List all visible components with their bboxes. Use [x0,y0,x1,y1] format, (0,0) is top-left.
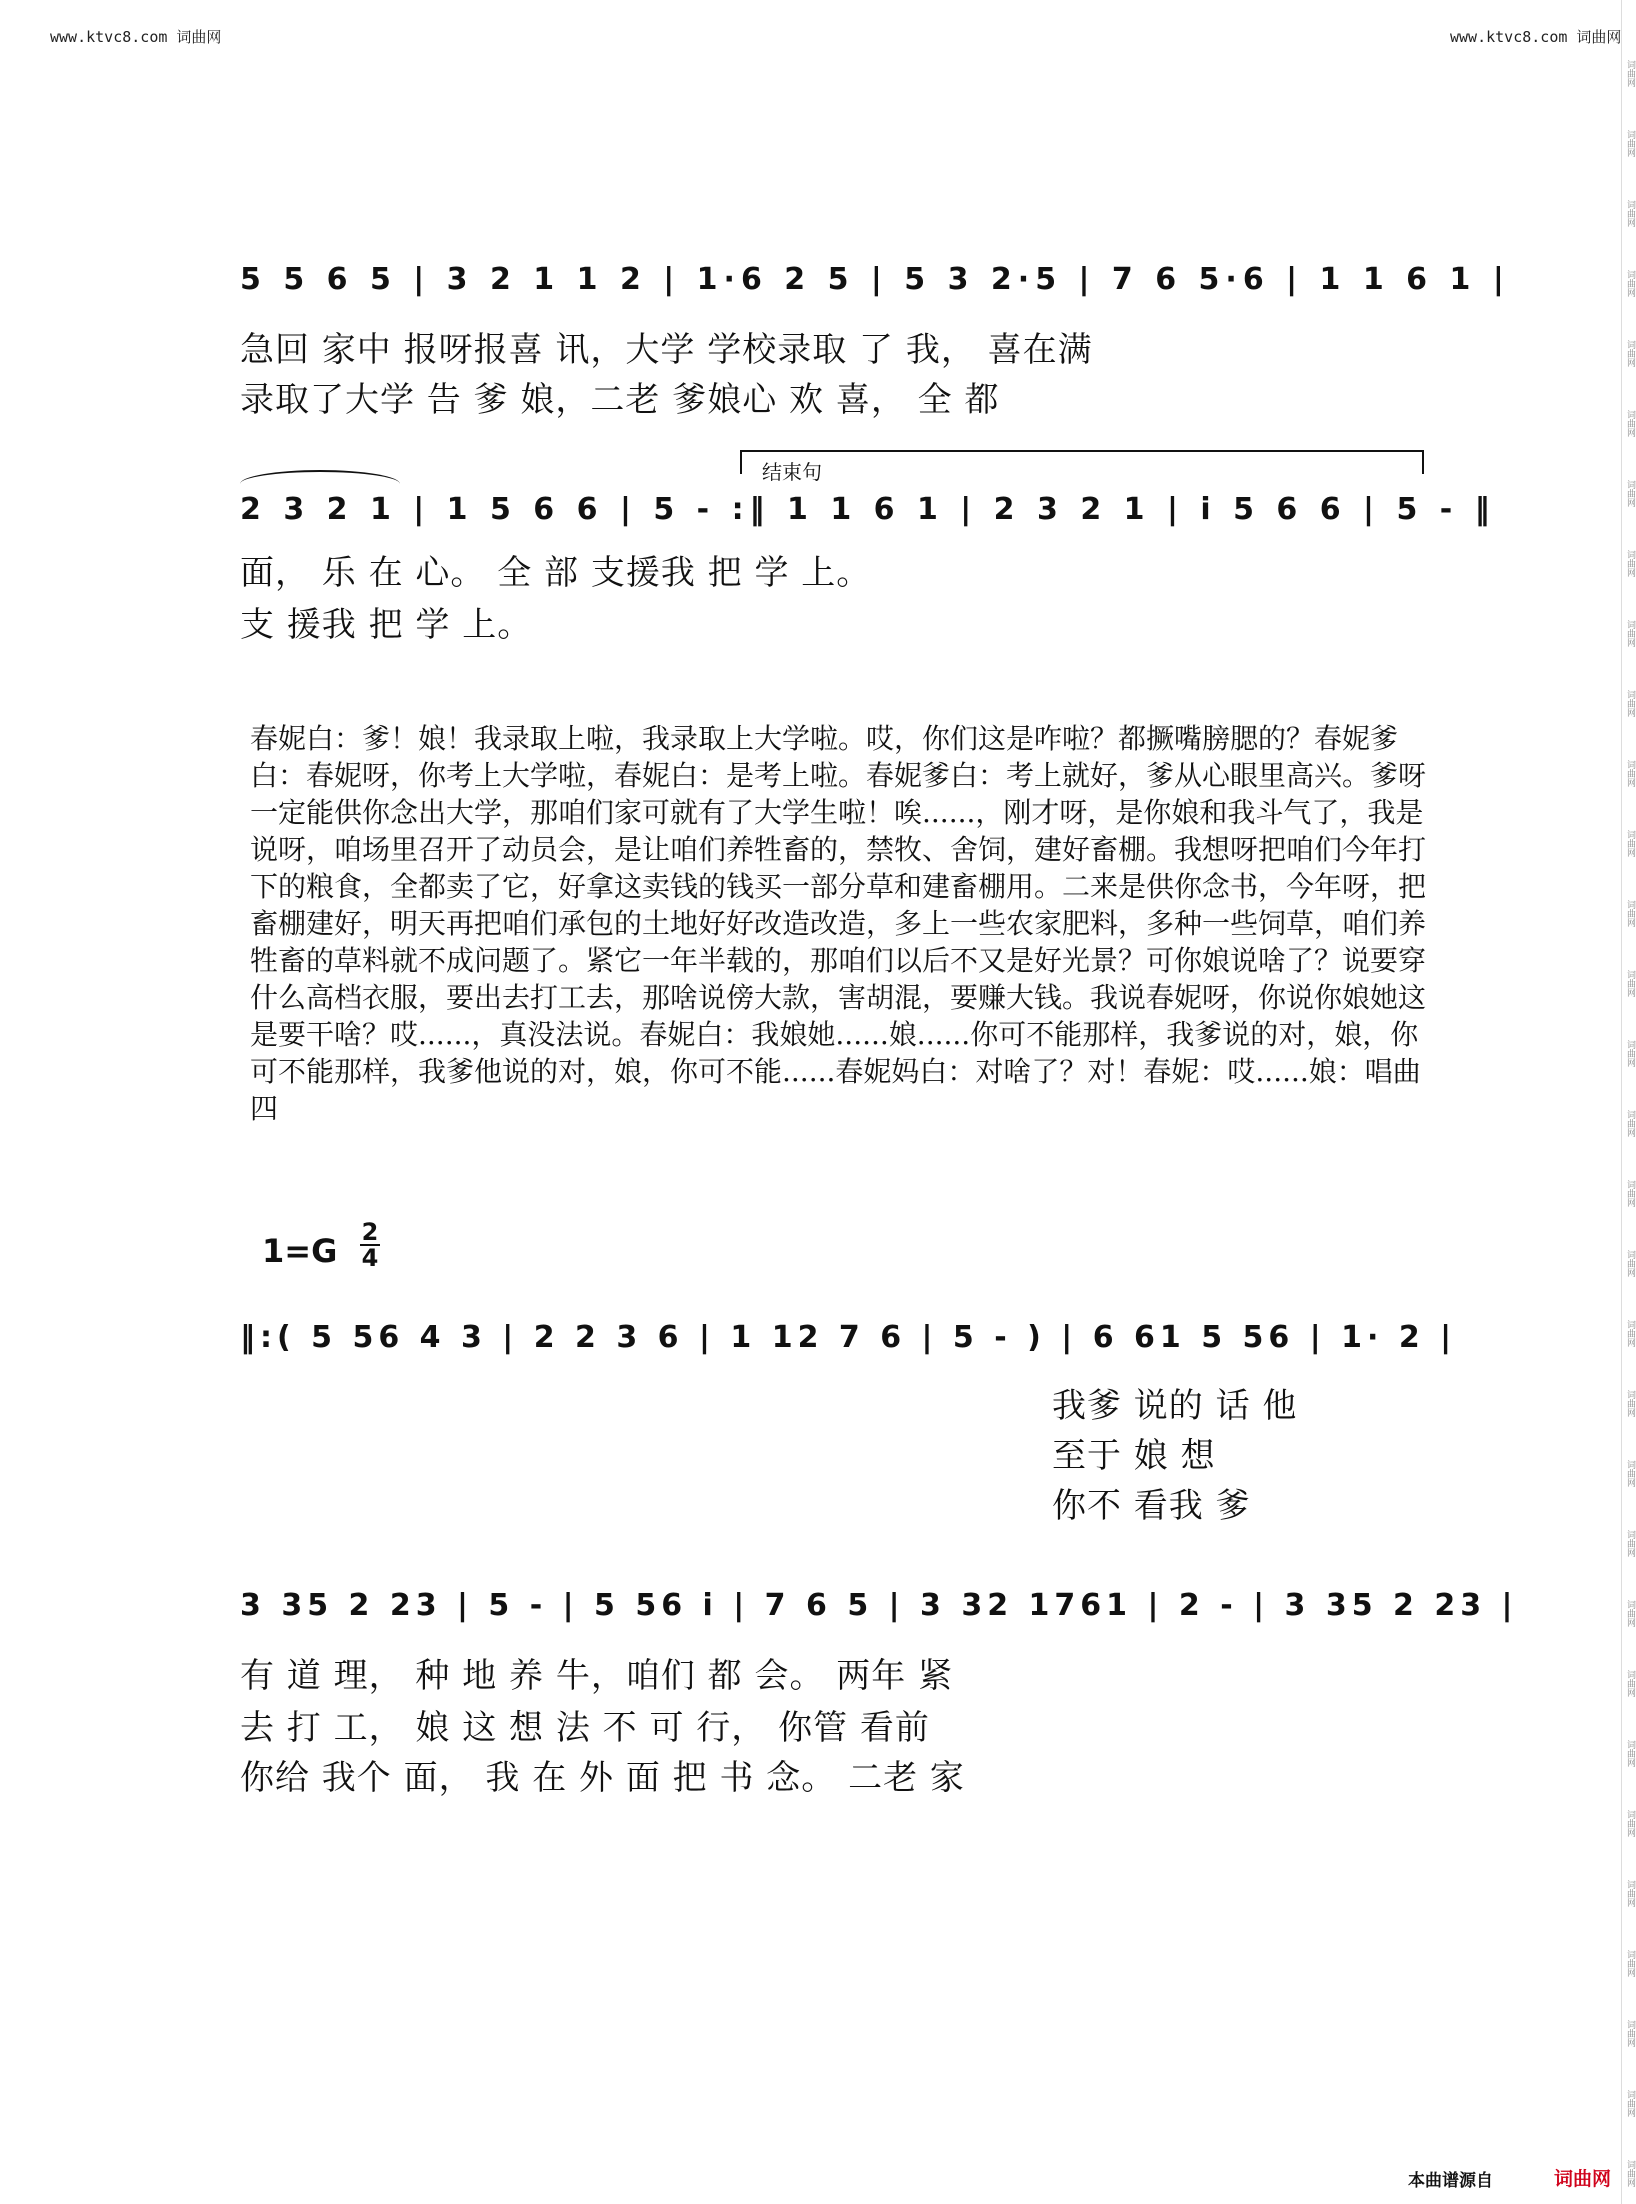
side-watermark-glyph: 词曲网 [1625,200,1635,227]
lyric-line-4b: 去 打 工， 娘 这 想 法 不 可 行， 你管 看前 [240,1708,930,1748]
notation-line-2: 2 3 2 1 | 1 5 6 6 | 5 - :‖ 1 1 6 1 | 2 3 2 1 | i 5 6 6 | 5 - ‖ [240,492,1496,527]
side-watermark-glyph: 词曲网 [1625,270,1635,297]
side-watermark-glyph: 词曲网 [1625,830,1635,857]
lyric-line-2a: 面， 乐 在 心。 全 部 支援我 把 学 上。 [240,553,872,593]
side-watermark-glyph: 词曲网 [1625,690,1635,717]
footer-source-note: 本曲谱源自 [1408,2171,1493,2191]
side-watermark-glyph: 词曲网 [1625,60,1635,87]
side-watermark-glyph: 词曲网 [1625,2160,1635,2187]
lyric-line-4a: 有 道 理， 种 地 养 牛，咱们 都 会。 两年 紧 [240,1656,954,1696]
side-watermark-glyph: 词曲网 [1625,620,1635,647]
side-watermark-glyph: 词曲网 [1625,2020,1635,2047]
ending-bracket [740,450,1424,474]
lyric-line-2b: 支 援我 把 学 上。 [240,605,533,645]
side-watermark-glyph: 词曲网 [1625,410,1635,437]
side-watermark-glyph: 词曲网 [1625,900,1635,927]
side-watermark-glyph: 词曲网 [1625,130,1635,157]
side-watermark-glyph: 词曲网 [1625,1950,1635,1977]
dialogue-paragraph: 春妮白：爹！娘！我录取上啦，我录取上大学啦。哎，你们这是咋啦？都撅嘴膀腮的？春妮爹白：春妮呀，你考上大学啦，春妮白：是考上啦。春妮爹白：考上就好，爹从心眼里高兴。爹呀一定能供你念出大学，那咱们家可就有了大学生啦！唉......，刚才呀，是你娘和我斗气了，我是说呀，咱场里召开了动员会，是让咱们养牲畜的，禁牧、舍饲，建好畜棚。我想呀把咱们今年打下的粮食，全都卖了它，好拿这卖钱的钱买一部分草和建畜棚用。二来是供你念书，今年呀，把畜棚建好，明天再把咱们承包的土地好好改造改造，多上一些农家肥料，多种一些饲草，咱们养牲畜的草料就不成问题了。紧它一年半载的，那咱们以后不又是好光景？可你娘说啥了？说要穿什么高档衣服，要出去打工去，那啥说傍大款，害胡混，要赚大钱。我说春妮呀，你说你娘她这是要干啥？哎......，真没法说。春妮白：我娘她......娘......你可不能那样，我爹说的对，娘，你可不能那样，我爹他说的对，娘，你可不能......春妮妈白：对啥了？对！春妮：哎......娘：唱曲四 [250,722,1427,1125]
side-watermark-glyph: 词曲网 [1625,1040,1635,1067]
notation-line-1: 5 5 6 5 | 3 2 1 1 2 | 1·6 2 5 | 5 3 2·5 | 7 6 5·6 | 1 1 6 1 | [240,262,1510,297]
notation-line-3: ‖:( 5 56 4 3 | 2 2 3 6 | 1 12 7 6 | 5 - ) | 6 61 5 56 | 1· 2 | [240,1320,1457,1355]
header-left-url: www.ktvc8.com 词曲网 [50,28,222,46]
time-signature [360,1220,380,1270]
side-watermark-glyph: 词曲网 [1625,550,1635,577]
side-watermark-glyph: 词曲网 [1625,1460,1635,1487]
lyric-line-3b: 至于 娘 想 [1052,1436,1216,1476]
notation-line-4: 3 35 2 23 | 5 - | 5 56 i | 7 6 5 | 3 32 1761 | 2 - | 3 35 2 23 | [240,1588,1518,1623]
footer-logo: 词曲网 [1554,2168,1612,2190]
side-watermark-glyph: 词曲网 [1625,340,1635,367]
lyric-line-1b: 录取了大学 告 爹 娘，二老 爹娘心 欢 喜， 全 都 [240,380,1000,420]
time-signature-bottom: 4 [361,1244,379,1272]
side-watermark-glyph: 词曲网 [1625,1390,1635,1417]
side-watermark-glyph: 词曲网 [1625,970,1635,997]
side-watermark-glyph: 词曲网 [1625,1670,1635,1697]
side-watermark-glyph: 词曲网 [1625,1180,1635,1207]
ending-bracket-label: 结束句 [762,460,822,484]
lyric-line-3a: 我爹 说的 话 他 [1052,1386,1298,1426]
header-right-url: www.ktvc8.com 词曲网 [1450,28,1622,46]
side-watermark-glyph: 词曲网 [1625,1600,1635,1627]
side-watermark-strip [1621,0,1636,2204]
side-watermark-glyph: 词曲网 [1625,760,1635,787]
lyric-line-4c: 你给 我个 面， 我 在 外 面 把 书 念。 二老 家 [240,1758,965,1798]
slur-arc [240,470,400,484]
key-signature: 1=G [262,1232,338,1270]
lyric-line-3c: 你不 看我 爹 [1052,1486,1251,1526]
time-signature-top: 2 [361,1218,379,1246]
side-watermark-glyph: 词曲网 [1625,1320,1635,1347]
side-watermark-glyph: 词曲网 [1625,480,1635,507]
side-watermark-glyph: 词曲网 [1625,1530,1635,1557]
side-watermark-glyph: 词曲网 [1625,1250,1635,1277]
lyric-line-1a: 急回 家中 报呀报喜 讯，大学 学校录取 了 我， 喜在满 [240,330,1093,370]
side-watermark-glyph: 词曲网 [1625,1810,1635,1837]
side-watermark-glyph: 词曲网 [1625,1110,1635,1137]
side-watermark-glyph: 词曲网 [1625,1880,1635,1907]
side-watermark-glyph: 词曲网 [1625,2090,1635,2117]
side-watermark-glyph: 词曲网 [1625,1740,1635,1767]
